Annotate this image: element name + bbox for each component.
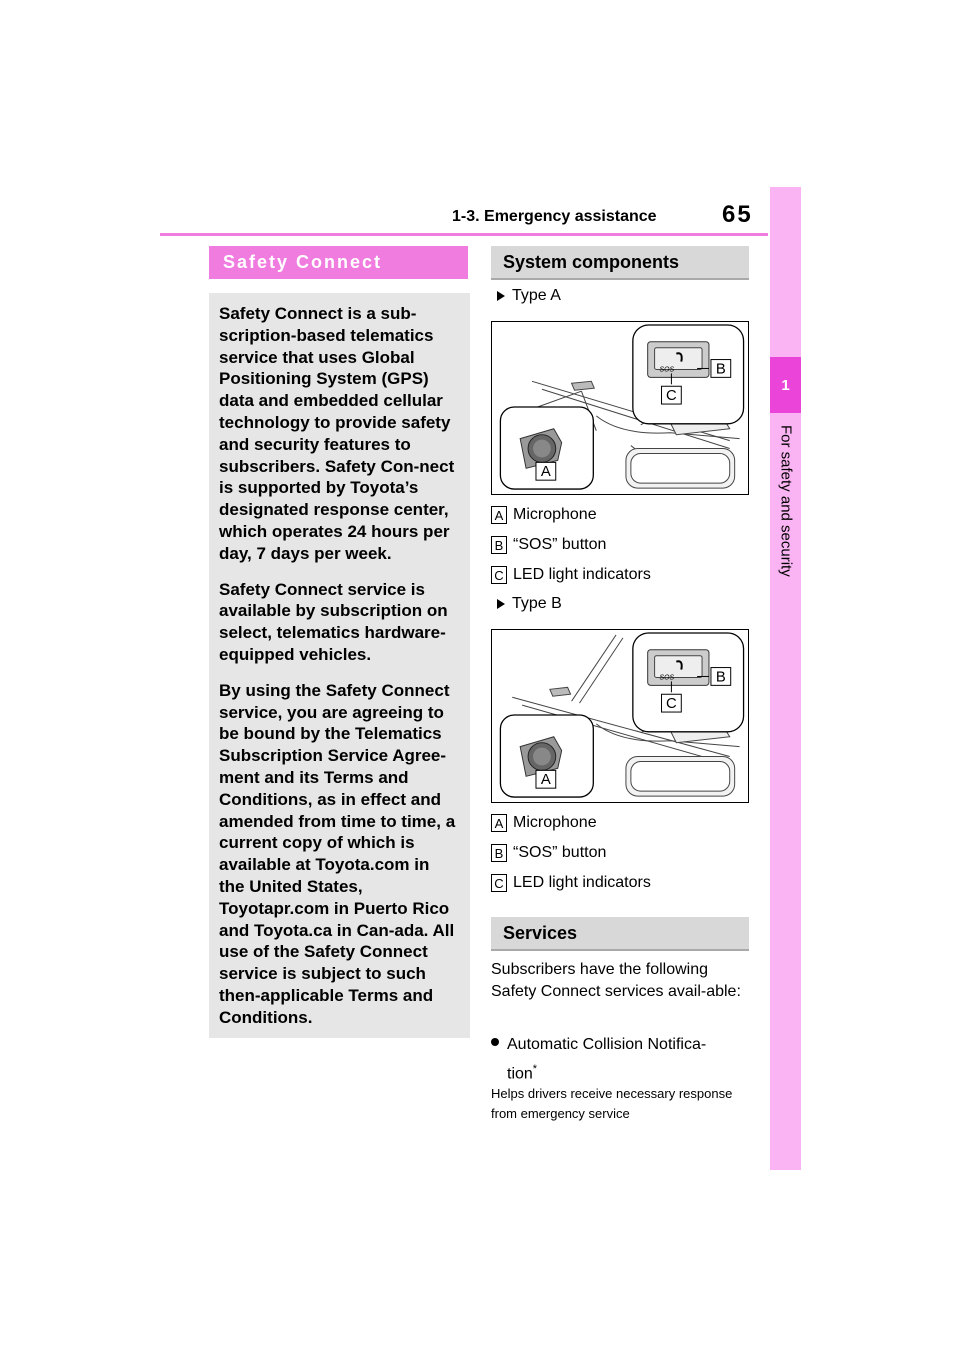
callout-b: B: [715, 361, 726, 378]
type-a-text: Type A: [512, 287, 561, 304]
type-b-figure: [491, 629, 749, 803]
type-b-label: [497, 595, 562, 613]
legend-key: B: [491, 844, 507, 862]
legend-text: LED light indicators: [513, 874, 651, 891]
triangle-bullet-icon: [497, 291, 505, 301]
callout-c: C: [666, 696, 677, 713]
bullet-label: Automatic Collision Notifica-tion: [507, 1036, 707, 1083]
legend-key: A: [491, 814, 507, 832]
system-components-heading: System components: [491, 246, 749, 280]
services-intro: Subscribers have the following Safety Connect services avail-able:: [491, 961, 741, 1000]
chapter-title: For safety and security: [777, 425, 795, 577]
safety-connect-paragraph: Safety Connect service is available by subscription on select, telematics hardware-equipped vehicles.: [219, 579, 448, 664]
legend-key: B: [491, 536, 507, 554]
chapter-number: 1: [770, 357, 801, 413]
services-note: Helps drivers receive necessary response from emergency service: [491, 1086, 733, 1121]
chapter-side-tab: [770, 187, 801, 1170]
legend-key: C: [491, 874, 507, 892]
bullet-dot-icon: [491, 1038, 499, 1046]
type-b-text: Type B: [512, 595, 562, 612]
safety-connect-paragraph: Safety Connect is a sub-scription-based telematics service that uses Global Positioning System (GPS) data and embedded cellular technology to provide safety and security features to subscribers. Safety Con-nect is supported by Toyota’s designated response center, which operates 24 hours per day, 7 days per week.: [219, 304, 455, 563]
legend-text: LED light indicators: [513, 566, 651, 583]
services-bullet: [491, 1032, 729, 1086]
callout-b: B: [715, 669, 726, 686]
callout-a: A: [540, 772, 551, 789]
safety-connect-heading: Safety Connect: [209, 246, 468, 279]
callout-c: C: [666, 388, 677, 405]
sos-button-text: SOS: [659, 674, 675, 682]
legend-text: “SOS” button: [513, 536, 607, 553]
triangle-bullet-icon: [497, 599, 505, 609]
legend-key: C: [491, 566, 507, 584]
type-a-label: [497, 287, 561, 305]
section-title: 1-3. Emergency assistance: [452, 208, 657, 225]
page-number: 65: [722, 201, 753, 228]
services-heading: Services: [491, 917, 749, 951]
legend-row: [491, 844, 606, 862]
callout-a: A: [540, 464, 551, 481]
legend-row: [491, 506, 597, 524]
header-rule: [160, 233, 768, 236]
legend-text: Microphone: [513, 814, 597, 831]
safety-connect-paragraph: By using the Safety Connect service, you are agreeing to be bound by the Telematics Subscription Service Agree-ment and its Terms and Conditions, as in effect and amended from time to time, a current copy of which is available at Toyota.com in the United States, Toyotapr.com in Puerto Rico and Toyota.ca in Can-ada. All use of the Safety Connect service is subject to such then-applicable Terms and Conditions.: [219, 680, 456, 1027]
legend-row: [491, 536, 606, 554]
bullet-text: [507, 1032, 729, 1086]
legend-text: Microphone: [513, 506, 597, 523]
type-a-figure: [491, 321, 749, 495]
footnote-mark: *: [532, 1063, 538, 1075]
legend-key: A: [491, 506, 507, 524]
sos-button-text: SOS: [659, 366, 675, 374]
legend-row: [491, 874, 651, 892]
legend-row: [491, 814, 597, 832]
legend-text: “SOS” button: [513, 844, 607, 861]
legend-row: [491, 566, 651, 584]
safety-connect-info-box: [209, 293, 470, 1038]
